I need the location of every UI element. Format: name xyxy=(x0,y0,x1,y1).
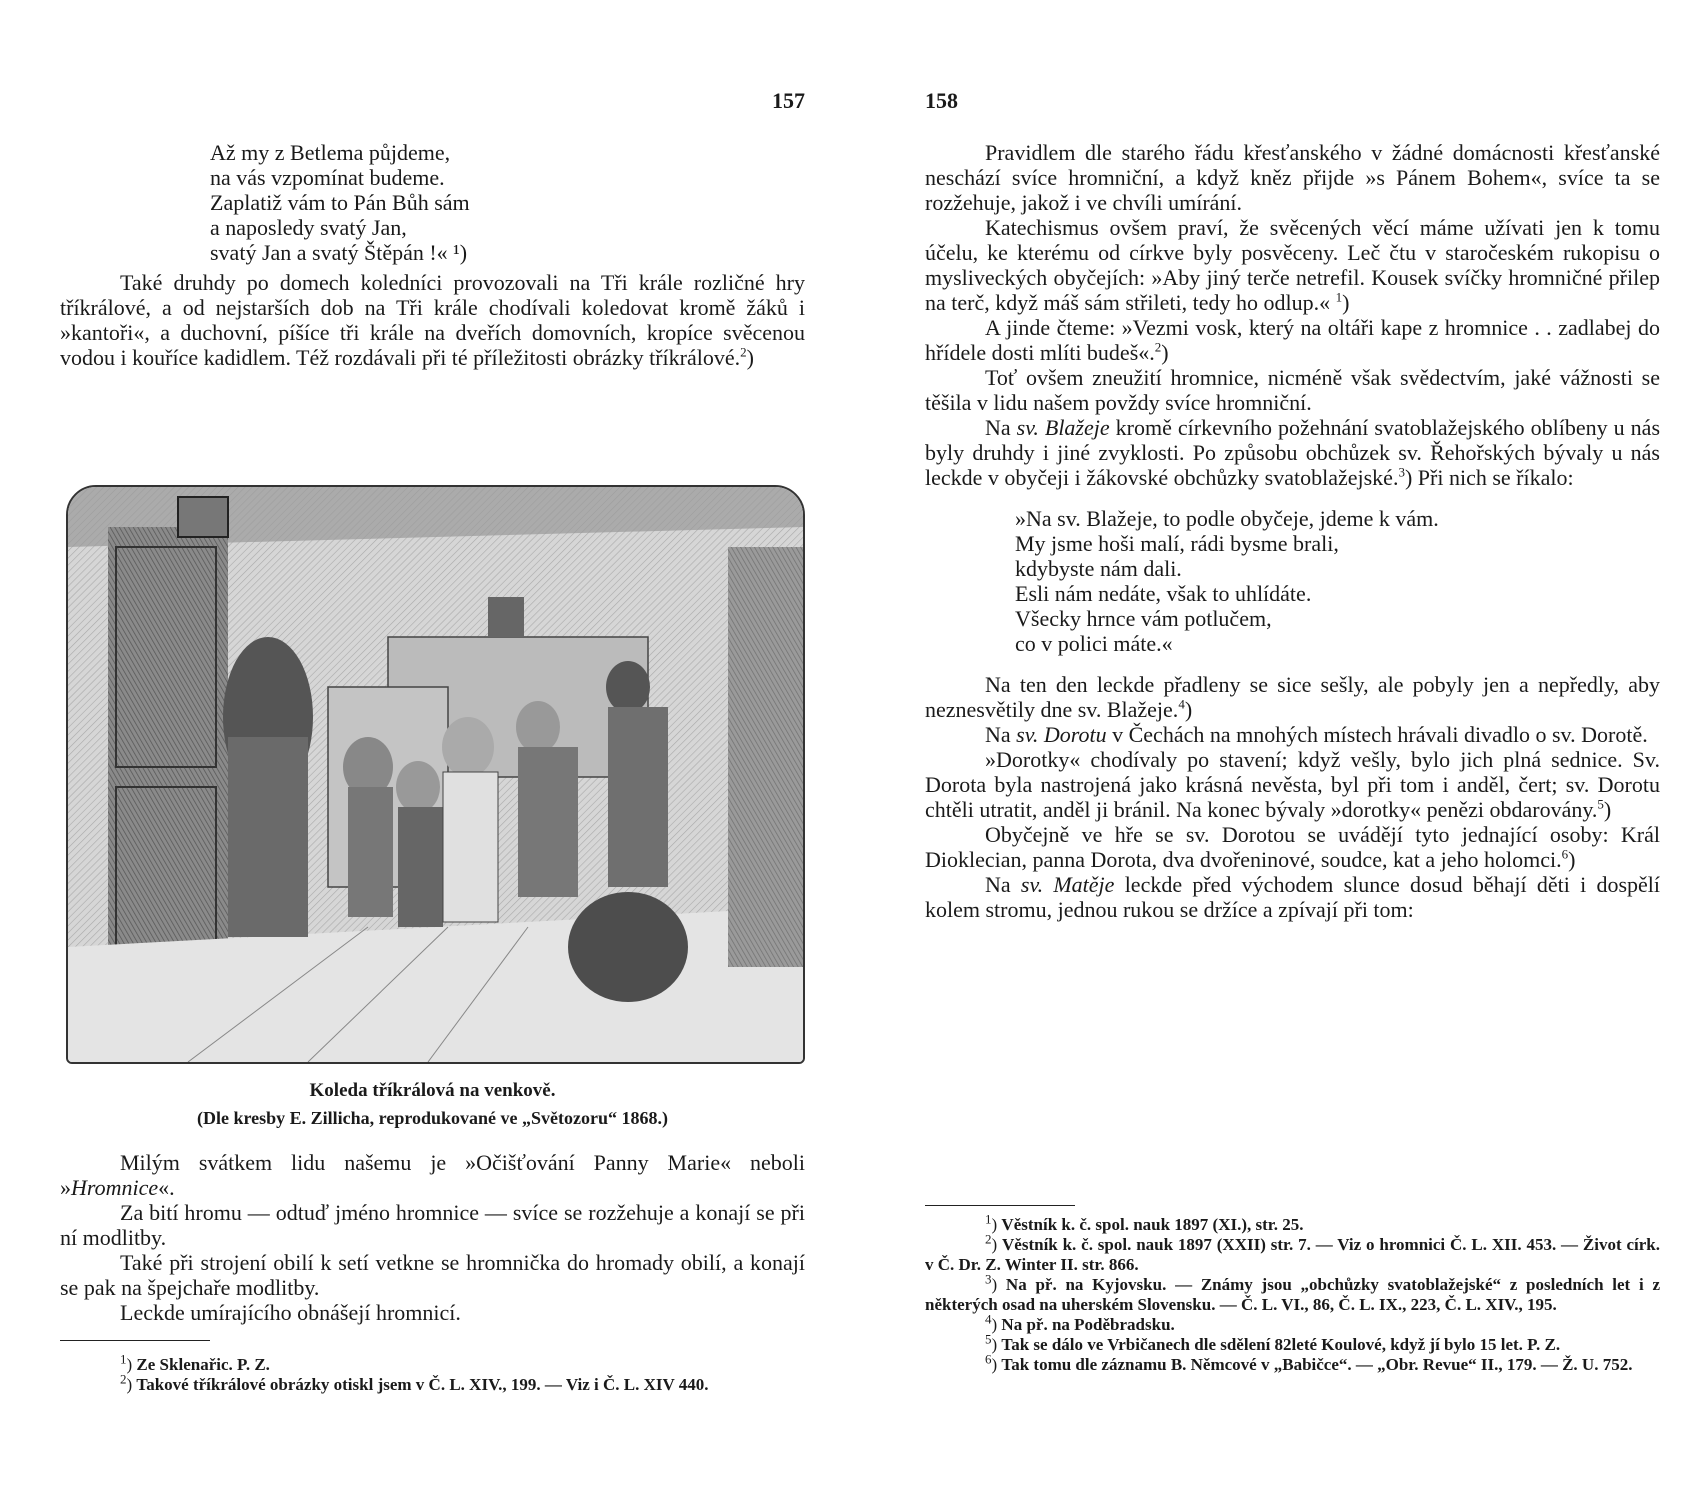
left-page xyxy=(60,80,805,1480)
verse-line: kdybyste nám dali. xyxy=(1015,556,1182,581)
paragraph: Na sv. Matěje leckde před východem slunce dosud běhají děti i dospělí kolem stromu, jednou rukou se držíce a zpívají při tom: xyxy=(925,872,1660,922)
paragraph: Milým svátkem lidu našemu je »Očišťování Panny Marie« neboli »Hromnice«. xyxy=(60,1150,805,1200)
footnote-ref: 2 xyxy=(740,344,747,360)
blazej-verse xyxy=(1015,506,1660,656)
footnote-separator xyxy=(925,1205,1075,1206)
illustration-caption-title: Koleda tříkrálová na venkově. xyxy=(309,1080,556,1101)
verse-line: My jsme hoši malí, rádi bysme brali, xyxy=(1015,531,1339,556)
footnote: $^4$) Na př. na Poděbradsku. xyxy=(985,1311,1175,1334)
footnote-separator xyxy=(60,1340,210,1341)
carol-verse xyxy=(210,140,470,265)
footnote: $^2$) Takové tříkrálové obrázky otiskl jsem v Č. L. XIV., 199. — Viz i Č. L. XIV 440. xyxy=(120,1371,709,1394)
footnote: $^5$) Tak se dálo ve Vrbičanech dle sdělení 82leté Koulové, když jí bylo 15 let. P. Z. xyxy=(985,1331,1561,1354)
illustration-koleda xyxy=(66,485,805,1064)
verse-line: na vás vzpomínat budeme. xyxy=(210,165,445,190)
paragraph: A jinde čteme: »Vezmi vosk, který na oltáři kape z hromnice . . zadlabej do hřídele dosti mlíti budeš«.$^2$) xyxy=(925,315,1660,365)
paragraph: Na sv. Dorotu v Čechách na mnohých místech hrávali divadlo o sv. Dorotě. xyxy=(985,722,1648,747)
page-number-left: 157 xyxy=(772,88,805,113)
verse-line: Zaplatiž vám to Pán Bůh sám xyxy=(210,190,470,215)
footnote: $^6$) Tak tomu dle záznamu B. Němcové v „Babičce“. — „Obr. Revue“ II., 179. — Ž. U. 752. xyxy=(985,1351,1633,1374)
page-number-right: 158 xyxy=(925,88,958,113)
paragraph: Toť ovšem zneužití hromnice, nicméně však svědectvím, jaké vážnosti se těšila v lidu našem povždy svíce hromniční. xyxy=(925,365,1660,415)
paragraph: Katechismus ovšem praví, že svěcených věcí máme užívati jen k tomu účelu, ke kterému od církve byly posvěceny. Leč čtu v staročeském rukopisu o mysliveckých obyčejích: »Aby jiný terče netrefil. Kousek svíčky hromničné přilep na terč, když máš sám střileti, tedy ho odlup.« $^1$) xyxy=(925,215,1660,315)
right-page xyxy=(925,80,1660,1480)
paragraph: Také při strojení obilí k setí vetkne se hromnička do hromady obilí, a konají se pak na špejchaře modlitby. xyxy=(60,1250,805,1300)
paragraph: Na ten den leckde přadleny se sice sešly, ale pobyly jen a nepředly, aby neznesvětily dne sv. Blažeje.$^4$) xyxy=(925,672,1660,722)
paragraph: Leckde umírajícího obnášejí hromnicí. xyxy=(120,1300,461,1325)
footnote: $^1$) Věstník k. č. spol. nauk 1897 (XI.), str. 25. xyxy=(985,1211,1304,1234)
footnote: $^1$) Ze Sklenařic. P. Z. xyxy=(120,1351,270,1374)
paragraph: Také druhdy po domech koledníci provozovali na Tři krále rozličné hry tříkrálové, a od nejstarších dob na Tři krále chodívali koledovat kromě žáků i »kantoři«, a duchovní, píšíce tři krále na dveřích domovních, kropíce svěcenou vodou i kouříce kadidlem. Též rozdávali při té příležitosti obrázky tříkrálové.$^2$) xyxy=(60,270,805,370)
verse-line: Esli nám nedáte, však to uhlídáte. xyxy=(1015,581,1312,606)
paragraph: Za bití hromu — odtuď jméno hromnice — svíce se rozžehuje a konají se při ní modlitby. xyxy=(60,1200,805,1250)
paragraph: Obyčejně ve hře se sv. Dorotou se uvádějí tyto jednající osoby: Král Dioklecian, panna Dorota, dva dvořeninové, soudce, kat a jeho holomci.$^6$) xyxy=(925,822,1660,872)
italic-term: Hromnice xyxy=(71,1175,159,1200)
paragraph: »Dorotky« chodívaly po stavení; když vešly, bylo jich plná sednice. Sv. Dorota byla nastrojená jako krásná nevěsta, byl při tom i anděl, čert; sv. Dorotu chtěli utratit, anděl ji bránil. Na konec bývaly »dorotky« penězi obdarovány.$^5$) xyxy=(925,747,1660,822)
paragraph: Na sv. Blažeje kromě církevního požehnání svatoblažejského oblíbeny u nás byly druhdy i jiné zvyklosti. Po způsobu obchůzek sv. Řehořských bývaly u nás leckde v obyčeji i žákovské obchůzky svatoblažejské.$^3$) Při nich se říkalo: xyxy=(925,415,1661,490)
footnote: $^2$) Věstník k. č. spol. nauk 1897 (XXII) str. 7. — Viz o hromnici Č. L. XII. 453. — Život círk. v Č. Dr. Z. Winter II. str. 866. xyxy=(925,1231,1660,1274)
footnote: $^3$) Na př. na Kyjovsku. — Známy jsou „obchůzky svatoblažejské“ z posledních let i z některých osad na uherském Slovensku. — Č. L. VI., 86, Č. L. IX., 223, Č. L. XIV., 195. xyxy=(925,1271,1660,1314)
verse-line: »Na sv. Blažeje, to podle obyčeje, jdeme k vám. xyxy=(1015,506,1439,531)
verse-line: a naposledy svatý Jan, xyxy=(210,215,407,240)
verse-line: Až my z Betlema půjdeme, xyxy=(210,140,451,165)
illustration-caption-credit: (Dle kresby E. Zillicha, reprodukované ve „Světozoru“ 1868.) xyxy=(196,1108,668,1128)
paragraph: Pravidlem dle starého řádu křesťanského v žádné domácnosti křesťanské neschází svíce hromniční, a když kněz přijde »s Pánem Bohem«, svíce ta se rozžehuje, jakož i ve chvíli umírání. xyxy=(925,140,1660,215)
verse-line: svatý Jan a svatý Štěpán !« ¹) xyxy=(210,240,468,265)
verse-line: co v polici máte.« xyxy=(1015,631,1173,656)
verse-line: Všecky hrnce vám potlučem, xyxy=(1015,606,1272,631)
engraving-image xyxy=(68,487,803,1062)
